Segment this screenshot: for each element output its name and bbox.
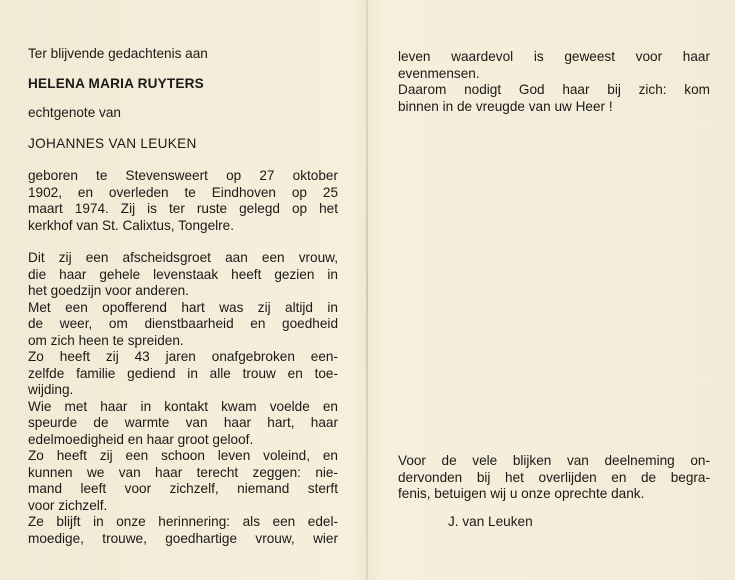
- intro-text: Ter blijvende gedachtenis aan: [28, 46, 208, 61]
- eulogy-line: voor zichzelf.: [28, 497, 108, 513]
- eulogy-line: wijding.: [28, 382, 74, 397]
- spouse-name: JOHANNES VAN LEUKEN: [28, 135, 197, 151]
- signature: J. van Leuken: [448, 513, 533, 529]
- card-fold: [366, 0, 368, 580]
- eulogy-text: [28, 250, 338, 547]
- eulogy-line: Zo heeft zij een schoon leven voleind, en: [28, 448, 338, 463]
- continuation-line: evenmensen.: [398, 65, 480, 81]
- right-column: [398, 49, 710, 115]
- left-column: [28, 46, 338, 547]
- eulogy-line: Wie met haar in kontakt kwam voelde en: [28, 398, 338, 414]
- eulogy-line: kunnen we van haar terecht zeggen: nie-: [28, 464, 338, 480]
- thanks-line: Voor de vele blijken van deelneming on-: [398, 453, 710, 468]
- eulogy-line: Zo heeft zij 43 jaren onafgebroken een-: [28, 349, 338, 364]
- eulogy-line: zelfde familie gediend in alle trouw en toe-: [28, 365, 338, 381]
- bio-line: 1902, en overleden te Eindhoven op 25: [28, 184, 338, 200]
- thanks-line: fenis, betuigen wij u onze oprechte dank.: [398, 486, 645, 501]
- continuation-line: leven waardevol is geweest voor haar: [398, 49, 710, 64]
- eulogy-line: speurde de warmte van haar hart, haar: [28, 415, 338, 430]
- bio-line: maart 1974. Zij is ter ruste gelegd op het: [28, 201, 338, 216]
- eulogy-line: de weer, om dienstbaarheid en goedheid: [28, 316, 338, 331]
- eulogy-line: die haar gehele levenstaak heeft gezien in: [28, 266, 338, 282]
- eulogy-line: Met een opofferend hart was zij altijd in: [28, 299, 338, 315]
- thanks-line: dervonden bij het overlijden en de begra-: [398, 469, 710, 485]
- eulogy-line: om zich heen te spreiden.: [28, 332, 184, 348]
- eulogy-line: Ze blijft in onze herinnering: als een edel-: [28, 514, 338, 529]
- eulogy-line: mand leeft voor zichzelf, niemand sterft: [28, 481, 338, 496]
- continuation-line: binnen in de vreugde van uw Heer !: [398, 98, 613, 114]
- thanks-block: [398, 453, 710, 530]
- deceased-name: HELENA MARIA RUYTERS: [28, 75, 204, 91]
- bio-line: geboren te Stevensweert op 27 oktober: [28, 168, 338, 183]
- continuation-line: Daarom nodigt God haar bij zich: kom: [398, 82, 710, 97]
- eulogy-line: het goedzijn voor anderen.: [28, 283, 189, 298]
- relation-text: echtgenote van: [28, 105, 121, 120]
- bio-line: kerkhof van St. Calixtus, Tongelre.: [28, 217, 235, 233]
- bio-paragraph: [28, 168, 338, 234]
- eulogy-line: edelmoedigheid en haar groot geloof.: [28, 431, 254, 447]
- eulogy-line: Dit zij een afscheidsgroet aan een vrouw,: [28, 250, 338, 265]
- eulogy-line: moedige, trouwe, goedhartige vrouw, wier: [28, 530, 338, 546]
